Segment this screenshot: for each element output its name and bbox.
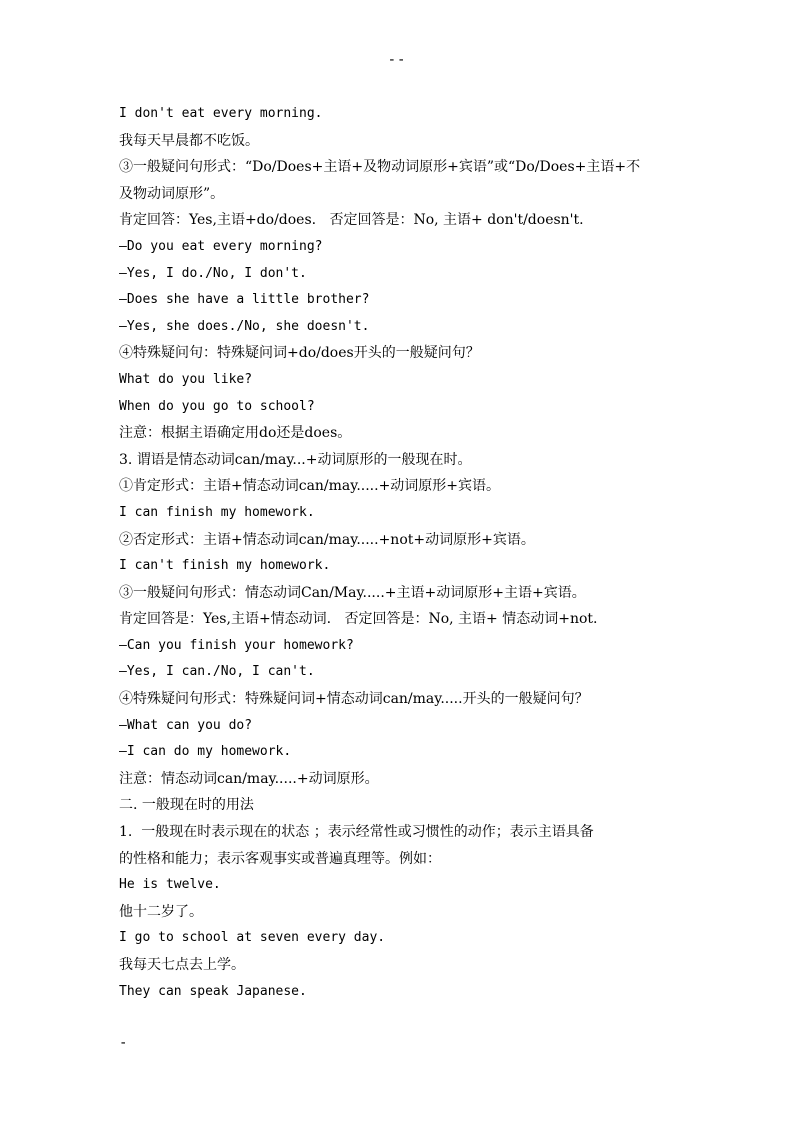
text-line: —I can do my homework. — [119, 744, 292, 760]
text-line: I don't eat every morning. — [119, 106, 323, 121]
text-line: 我每天早晨都不吃饭。 — [119, 132, 259, 149]
text-line: 注意：根据主语确定用do还是does。 — [119, 425, 352, 442]
text-line: They can speak Japanese. — [119, 983, 307, 999]
text-line: —What can you do? — [119, 717, 253, 733]
text-line: He is twelve. — [119, 877, 221, 893]
text-line: ②否定形式：主语+情态动词can/may.....+not+动词原形+宾语。 — [119, 531, 535, 548]
text-line: I can't finish my homework. — [119, 558, 331, 574]
text-line: ③一般疑问句形式：“Do/Does+主语+及物动词原形+宾语”或“Do/Does+主语+不 — [119, 159, 641, 176]
text-line: —Yes, I can./No, I can't. — [119, 664, 315, 680]
text-line: —Yes, she does./No, she doesn't. — [119, 318, 370, 334]
text-line: —Does she have a little brother? — [119, 292, 370, 308]
text-line: ④特殊疑问句：特殊疑问词+do/does开头的一般疑问句？ — [119, 345, 480, 362]
text-line: ③一般疑问句形式：情态动词Can/May.....+主语+动词原形+主语+宾语。 — [119, 584, 586, 601]
page-footer-mark: - — [119, 1035, 128, 1051]
text-line: When do you go to school? — [119, 398, 315, 414]
text-line: 3. 谓语是情态动词can/may...+动词原形的一般现在时。 — [119, 451, 472, 468]
text-line: 肯定回答是：Yes,主语+情态动词. 否定回答是：No, 主语+ 情态动词+not. — [119, 611, 598, 628]
section-heading: 二. 一般现在时的用法 — [119, 797, 254, 814]
text-line: 我每天七点去上学。 — [119, 957, 245, 973]
text-line: 他十二岁了。 — [119, 903, 203, 920]
text-line: —Yes, I do./No, I don't. — [119, 265, 307, 281]
text-line: ④特殊疑问句形式：特殊疑问词+情态动词can/may.....开头的一般疑问句？ — [119, 691, 589, 708]
page-header-mark: -- — [387, 52, 407, 68]
text-line: 注意：情态动词can/may.....+动词原形。 — [119, 770, 379, 787]
text-line: 及物动词原形”。 — [119, 185, 225, 202]
text-line: —Can you finish your homework? — [119, 637, 354, 653]
text-line: I go to school at seven every day. — [119, 930, 386, 946]
text-line: 1. 一般现在时表示现在的状态 ；表示经常性或习惯性的动作；表示主语具备 — [119, 824, 594, 841]
document-body — [119, 101, 689, 1005]
text-line: I can finish my homework. — [119, 504, 315, 520]
text-line: 肯定回答：Yes,主语+do/does. 否定回答是：No, 主语+ don't/doesn't. — [119, 212, 584, 229]
text-line: 的性格和能力；表示客观事实或普遍真理等。例如： — [119, 850, 441, 867]
text-line: —Do you eat every morning? — [119, 238, 323, 254]
text-line: What do you like? — [119, 371, 253, 387]
text-line: ①肯定形式：主语+情态动词can/may.....+动词原形+宾语。 — [119, 478, 501, 495]
